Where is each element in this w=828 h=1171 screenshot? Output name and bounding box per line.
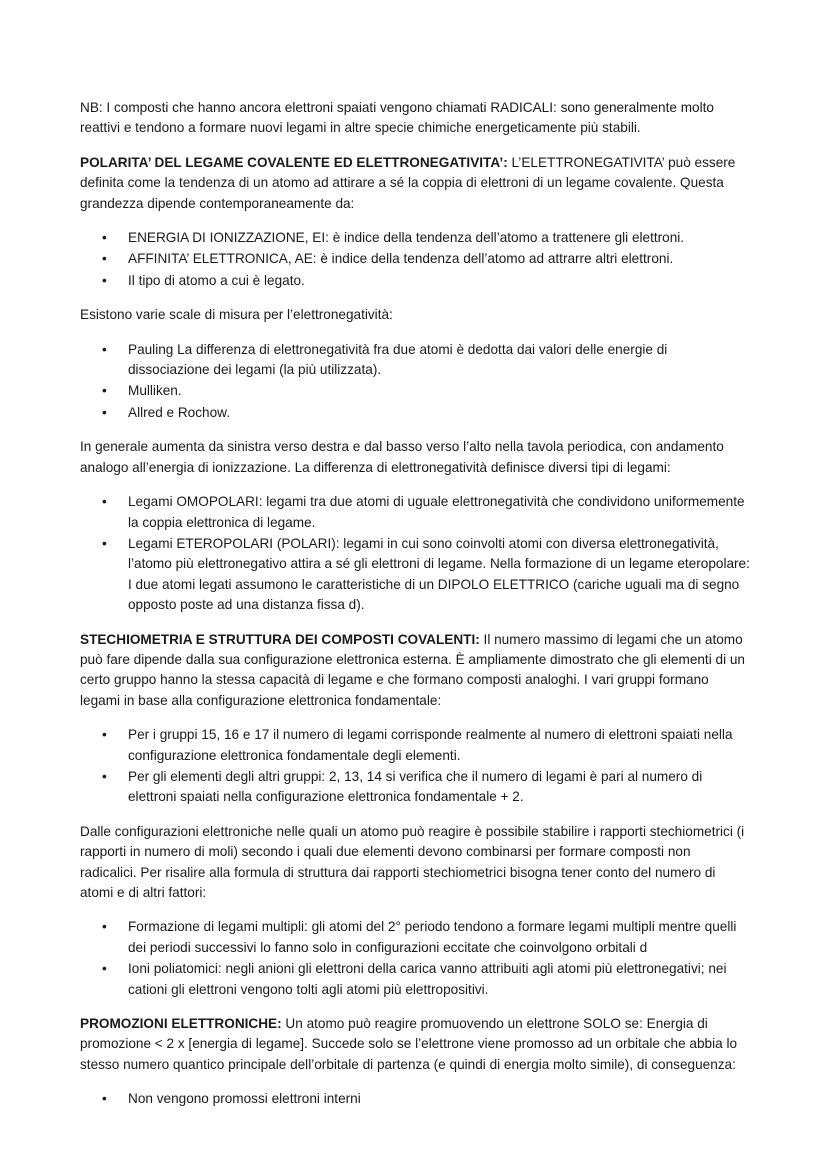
list-item: [80, 959, 750, 1000]
bullet-icon: •: [102, 341, 107, 357]
bullet-icon: •: [102, 535, 107, 551]
document-page: [80, 98, 750, 1124]
list-item-text: Mulliken.: [128, 383, 182, 399]
list-item: [80, 492, 750, 533]
bullet-icon: •: [102, 251, 107, 267]
list-item-text: Legami OMOPOLARI: legami tra due atomi di uguale elettronegatività che condividono uniformemente la coppia elettronica di legame.: [128, 494, 745, 530]
list-fattori: [80, 917, 750, 1000]
section-promozioni: [80, 1014, 750, 1075]
list-item: [80, 534, 750, 616]
section-stechiometria: [80, 630, 750, 712]
section-heading-promozioni: PROMOZIONI ELETTRONICHE:: [80, 1016, 282, 1032]
list-item: [80, 249, 750, 269]
section-text-stechiometria: Il numero massimo di legami che un atomo può fare dipende dalla sua configurazione elettronica esterna. È ampliamente dimostrato che gli elementi di un certo gruppo hanno la stessa capacità di legame e che formano composti analoghi. I vari gruppi formano legami in base alla configurazione elettronica fondamentale:: [80, 631, 745, 708]
section-text-promozioni: Un atomo può reagire promuovendo un elettrone SOLO se: Energia di promozione < 2 x [energia di legame]. Succede solo se l’elettrone viene promosso ad un orbitale che abbia lo stesso numero quantico principale dell’orbitale di partenza (e quindi di energia molto simile), di conseguenza:: [80, 1016, 738, 1072]
list-item-text: Non vengono promossi elettroni interni: [128, 1091, 361, 1107]
list-item-text: Formazione di legami multipli: gli atomi del 2° periodo tendono a formare legami multipli mentre quelli dei periodi successivi lo fanno solo in configurazioni eccitate che coinvolgono orbitali d: [128, 919, 737, 955]
list-item-text: Per i gruppi 15, 16 e 17 il numero di legami corrisponde realmente al numero di elettroni spaiati nella configurazione elettronica fondamentale degli elementi.: [128, 727, 733, 763]
bullet-icon: •: [102, 768, 107, 784]
list-item: [80, 381, 750, 401]
section-polarita: [80, 153, 750, 214]
list-scale: [80, 340, 750, 424]
list-item-text: Allred e Rochow.: [128, 404, 231, 420]
bullet-icon: •: [102, 230, 107, 246]
list-item-text: Legami ETEROPOLARI (POLARI): legami in cui sono coinvolti atomi con diversa elettronegatività, l’atomo più elettronegativo attira a sé gli elettroni di legame. Nella formazione di un legame eteropolare: I due atomi legati assumono le caratteristiche di un DIPOLO ELETTRICO (cariche uguali ma di segno opposto poste ad una distanza fissa d).: [128, 535, 750, 613]
list-item: [80, 403, 750, 423]
bullet-icon: •: [102, 494, 107, 510]
bullet-icon: •: [102, 1091, 107, 1107]
list-item-text: AFFINITA’ ELETTRONICA, AE: è indice della tendenza dell’atomo ad attrarre altri elettroni.: [128, 251, 674, 267]
list-item-text: Pauling La differenza di elettronegatività fra due atomi è dedotta dai valori delle energie di dissociazione dei legami (la più utilizzata).: [128, 341, 668, 378]
bullet-icon: •: [102, 272, 107, 288]
list-dipendenze: [80, 228, 750, 291]
list-item: [80, 917, 750, 958]
paragraph-radicali: NB: I composti che hanno ancora elettroni spaiati vengono chiamati RADICALI: sono generalmente molto reattivi e tendono a formare nuovi legami in altre specie chimiche energeticamente più stabili.: [80, 100, 714, 136]
list-item: [80, 767, 750, 808]
section-heading-stechiometria: STECHIOMETRIA E STRUTTURA DEI COMPOSTI COVALENTI:: [80, 631, 480, 647]
bullet-icon: •: [102, 383, 107, 399]
list-item-text: Il tipo di atomo a cui è legato.: [128, 272, 305, 288]
section-heading-polarita: POLARITA’ DEL LEGAME COVALENTE ED ELETTRONEGATIVITA’:: [80, 154, 508, 170]
bullet-icon: •: [102, 919, 107, 935]
list-item-text: Ioni poliatomici: negli anioni gli elettroni della carica vanno attribuiti agli atomi più elettronegativi; nei cationi gli elettroni vengono tolti agli atomi più elettropositivi.: [128, 961, 727, 997]
list-gruppi: [80, 725, 750, 808]
section-text-polarita: L’ELETTRONEGATIVITA’ può essere definita come la tendenza di un atomo ad attirare a sé la coppia di elettroni di un legame covalente. Questa grandezza dipende contemporaneamente da:: [80, 154, 736, 211]
list-item: [80, 1089, 750, 1109]
paragraph-andamento: In generale aumenta da sinistra verso destra e dal basso verso l’alto nella tavola periodica, con andamento analogo all’energia di ionizzazione. La differenza di elettronegatività definisce diversi tipi di legami:: [80, 439, 724, 475]
list-item-text: ENERGIA DI IONIZZAZIONE, EI: è indice della tendenza dell’atomo a trattenere gli elettroni.: [128, 230, 685, 246]
list-item-text: Per gli elementi degli altri gruppi: 2, 13, 14 si verifica che il numero di legami è pari al numero di elettroni spaiati nella configurazione elettronica fondamentale + 2.: [128, 768, 703, 805]
paragraph-configurazioni: Dalle configurazioni elettroniche nelle quali un atomo può reagire è possibile stabilire i rapporti stechiometrici (i rapporti in numero di moli) secondo i quali due elementi devono combinarsi per formare composti non radicalici. Per risalire alla formula di struttura dai rapporti stechiometrici bisogna tener conto del numero di atomi e di altri fattori:: [80, 823, 745, 900]
list-item: [80, 725, 750, 766]
list-item: [80, 271, 750, 291]
list-promozioni: [80, 1089, 750, 1109]
list-item: [80, 228, 750, 248]
bullet-icon: •: [102, 961, 107, 977]
paragraph-scale: Esistono varie scale di misura per l’elettronegatività:: [80, 307, 393, 323]
list-item: [80, 340, 750, 381]
list-legami: [80, 492, 750, 615]
bullet-icon: •: [102, 404, 107, 420]
bullet-icon: •: [102, 727, 107, 743]
